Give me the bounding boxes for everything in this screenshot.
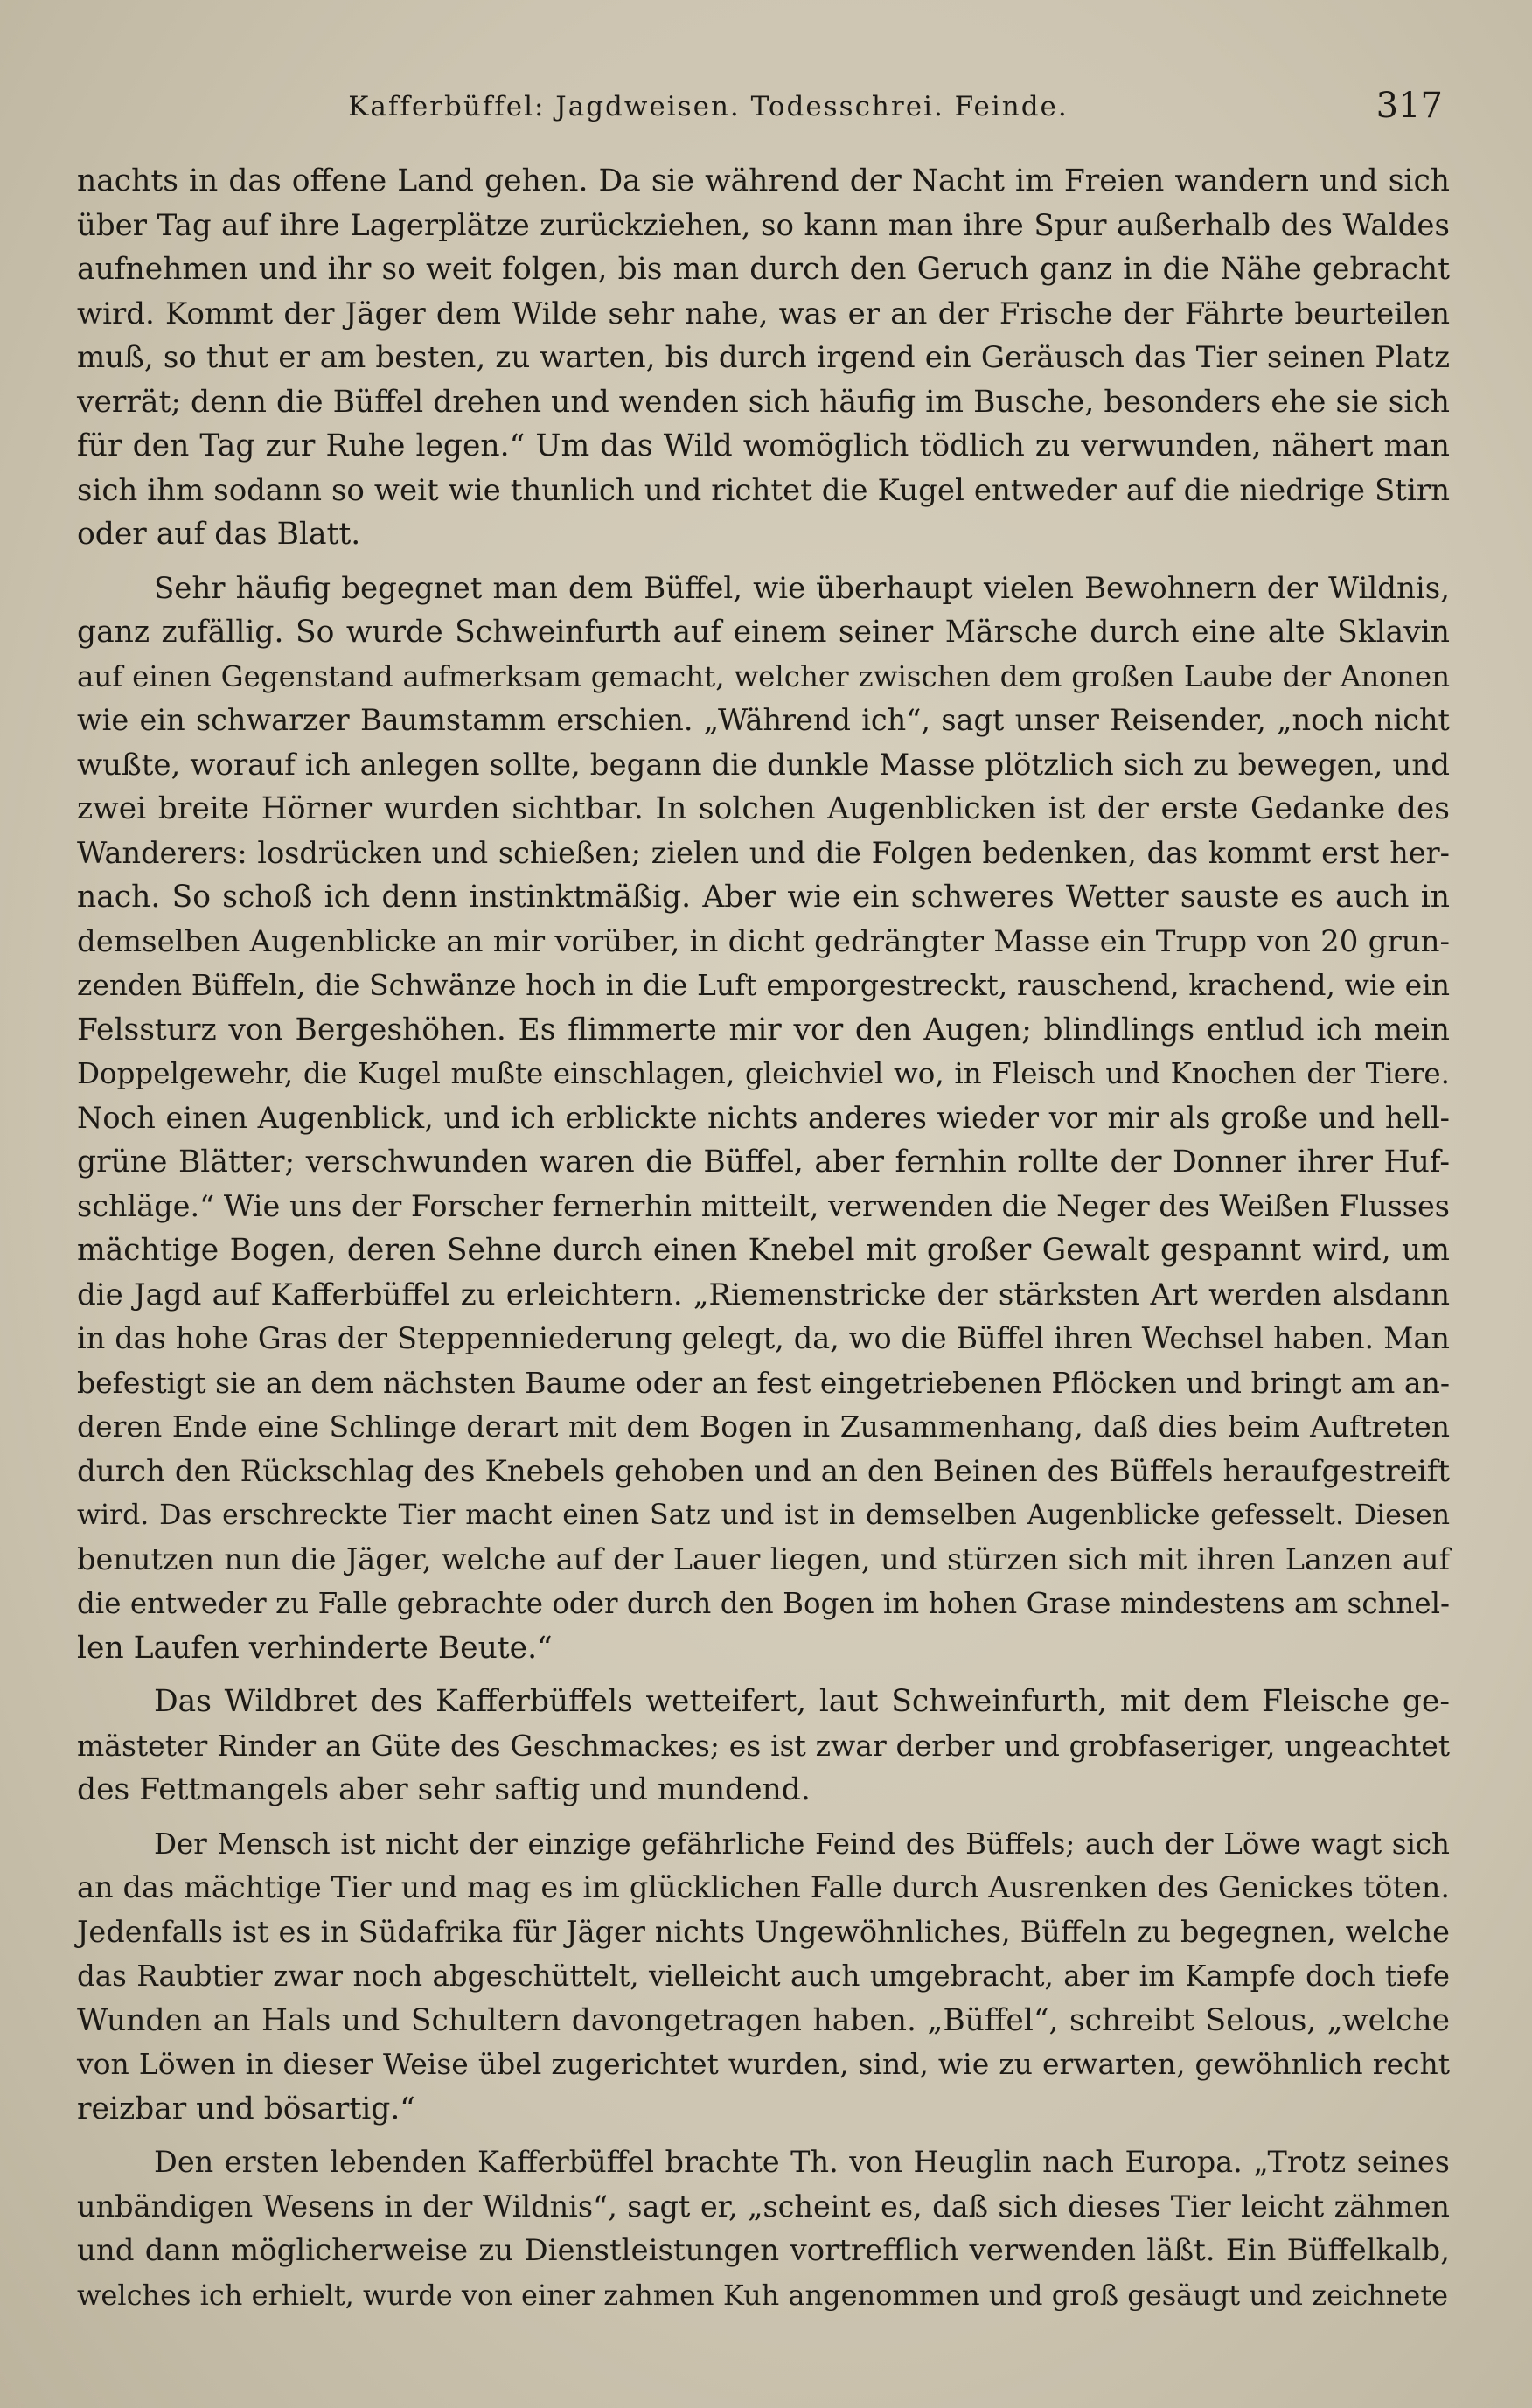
text-line: die entweder zu Falle gebrachte oder durch den Bogen im hohen Grase mindestens am schnel- [77, 1587, 1450, 1620]
text-line: auf einen Gegenstand aufmerksam gemacht, welcher zwischen dem großen Laube der Anonen [77, 659, 1450, 693]
text-line: Der Mensch ist nicht der einzige gefährliche Feind des Büffels; auch der Löwe wagt sich [154, 1827, 1450, 1861]
text-line: Das Wildbret des Kafferbüffels wetteifert, laut Schweinfurth, mit dem Fleische ge- [154, 1684, 1450, 1719]
text-line: über Tag auf ihre Lagerplätze zurückziehen, so kann man ihre Spur außerhalb des Waldes [77, 207, 1450, 243]
text-line: Wanderers: losdrücken und schießen; zielen und die Folgen bedenken, das kommt erst her- [77, 835, 1450, 870]
text-line: wird. Das erschreckte Tier macht einen Satz und ist in demselben Augenblicke gefesselt. Diesen [77, 1500, 1450, 1531]
text-line: Felssturz von Bergeshöhen. Es flimmerte mir vor den Augen; blindlings entlud ich mein [77, 1012, 1450, 1047]
text-line: unbändigen Wesens in der Wildnis“, sagt er, „scheint es, daß sich dieses Tier leicht zähmen [77, 2189, 1450, 2224]
paragraph [77, 2140, 1450, 2317]
text-line: schläge.“ Wie uns der Forscher fernerhin mitteilt, verwenden die Neger des Weißen Flusses [77, 1188, 1450, 1223]
text-line: an das mächtige Tier und mag es im glücklichen Falle durch Ausrenken des Genickes töten. [77, 1870, 1450, 1904]
body-text [77, 159, 1450, 2317]
text-line: und dann möglicherweise zu Dienstleistungen vortrefflich verwenden läßt. Ein Büffelkalb, [77, 2233, 1450, 2268]
text-line: von Löwen in dieser Weise übel zugerichtet wurden, sind, wie zu erwarten, gewöhnlich recht [77, 2047, 1450, 2081]
text-line: reizbar und bösartig.“ [77, 2091, 415, 2126]
text-line: durch den Rückschlag des Knebels gehoben und an den Beinen des Büffels heraufgestreift [77, 1453, 1450, 1489]
text-line: demselben Augenblicke an mir vorüber, in dicht gedrängter Masse ein Trupp von 20 grun- [77, 923, 1450, 959]
paragraph [77, 567, 1450, 1671]
text-line: Wunden an Hals und Schultern davongetragen haben. „Büffel“, schreibt Selous, „welche [77, 2002, 1450, 2038]
page-number: 317 [1375, 86, 1443, 126]
text-line: oder auf das Blatt. [77, 517, 361, 552]
text-line: Sehr häufig begegnet man dem Büffel, wie überhaupt vielen Bewohnern der Wildnis, [154, 570, 1450, 606]
paragraph [77, 1680, 1450, 1813]
text-line: mächtige Bogen, deren Sehne durch einen Knebel mit großer Gewalt gespannt wird, um [77, 1233, 1450, 1268]
text-line: ganz zufällig. So wurde Schweinfurth auf einem seiner Märsche durch eine alte Sklavin [77, 615, 1450, 650]
text-line: Doppelgewehr, die Kugel mußte einschlagen, gleichviel wo, in Fleisch und Knochen der Tiere. [77, 1057, 1450, 1090]
text-line: Noch einen Augenblick, und ich erblickte nichts anderes wieder vor mir als große und hell- [77, 1100, 1450, 1135]
text-line: benutzen nun die Jäger, welche auf der Lauer liegen, und stürzen sich mit ihren Lanzen auf [77, 1542, 1450, 1576]
text-line: wird. Kommt der Jäger dem Wilde sehr nahe, was er an der Frische der Fährte beurteilen [77, 296, 1450, 331]
text-line: Jedenfalls ist es in Südafrika für Jäger nichts Ungewöhnliches, Büffeln zu begegnen, welche [77, 1914, 1450, 1949]
text-line: für den Tag zur Ruhe legen.“ Um das Wild womöglich tödlich zu verwunden, nähert man [77, 428, 1450, 463]
text-line: deren Ende eine Schlinge derart mit dem Bogen in Zusammenhang, daß dies beim Auftreten [77, 1409, 1450, 1444]
text-line: grüne Blätter; verschwunden waren die Büffel, aber fernhin rollte der Donner ihrer Huf- [77, 1145, 1450, 1180]
text-line: muß, so thut er am besten, zu warten, bis durch irgend ein Geräusch das Tier seinen Platz [77, 340, 1450, 375]
paragraph [77, 159, 1450, 557]
paragraph [77, 1822, 1450, 2132]
text-line: zenden Büffeln, die Schwänze hoch in die Luft emporgestreckt, rauschend, krachend, wie ein [77, 968, 1450, 1002]
text-line: in das hohe Gras der Steppenniederung gelegt, da, wo die Büffel ihren Wechsel haben. Man [77, 1321, 1450, 1355]
text-line: nach. So schoß ich denn instinktmäßig. Aber wie ein schweres Wetter sauste es auch in [77, 880, 1450, 915]
text-line: die Jagd auf Kafferbüffel zu erleichtern. „Riemenstricke der stärksten Art werden alsdann [77, 1277, 1450, 1312]
text-line: zwei breite Hörner wurden sichtbar. In solchen Augenblicken ist der erste Gedanke des [77, 791, 1450, 826]
text-line: das Raubtier zwar noch abgeschüttelt, vielleicht auch umgebracht, aber im Kampfe doch tiefe [77, 1959, 1450, 1993]
page-header [79, 86, 1443, 135]
text-line: wie ein schwarzer Baumstamm erschien. „Während ich“, sagt unser Reisender, „noch nicht [77, 703, 1450, 737]
text-line: Den ersten lebenden Kafferbüffel brachte Th. von Heuglin nach Europa. „Trotz seines [154, 2145, 1450, 2179]
text-line: welches ich erhielt, wurde von einer zahmen Kuh angenommen und groß gesäugt und zeichnete [77, 2278, 1449, 2312]
text-line: wußte, worauf ich anlegen sollte, begann die dunkle Masse plötzlich sich zu bewegen, und [77, 747, 1450, 783]
text-line: befestigt sie an dem nächsten Baume oder an fest eingetriebenen Pflöcken und bringt am an- [77, 1365, 1450, 1400]
running-head: Kafferbüffel: Jagdweisen. Todesschrei. Feinde. [348, 91, 1069, 122]
text-line: nachts in das offene Land gehen. Da sie während der Nacht im Freien wandern und sich [77, 164, 1450, 198]
text-line: len Laufen verhinderte Beute.“ [77, 1630, 553, 1666]
text-line: aufnehmen und ihr so weit folgen, bis man durch den Geruch ganz in die Nähe gebracht [77, 252, 1450, 287]
text-line: sich ihm sodann so weit wie thunlich und richtet die Kugel entweder auf die niedrige Stirn [77, 472, 1450, 508]
text-line: mästeter Rinder an Güte des Geschmackes; es ist zwar derber und grobfaseriger, ungeachtet [77, 1728, 1450, 1763]
text-line: des Fettmangels aber sehr saftig und mundend. [77, 1772, 811, 1807]
text-line: verrät; denn die Büffel drehen und wenden sich häufig im Busche, besonders ehe sie sich [77, 384, 1450, 420]
